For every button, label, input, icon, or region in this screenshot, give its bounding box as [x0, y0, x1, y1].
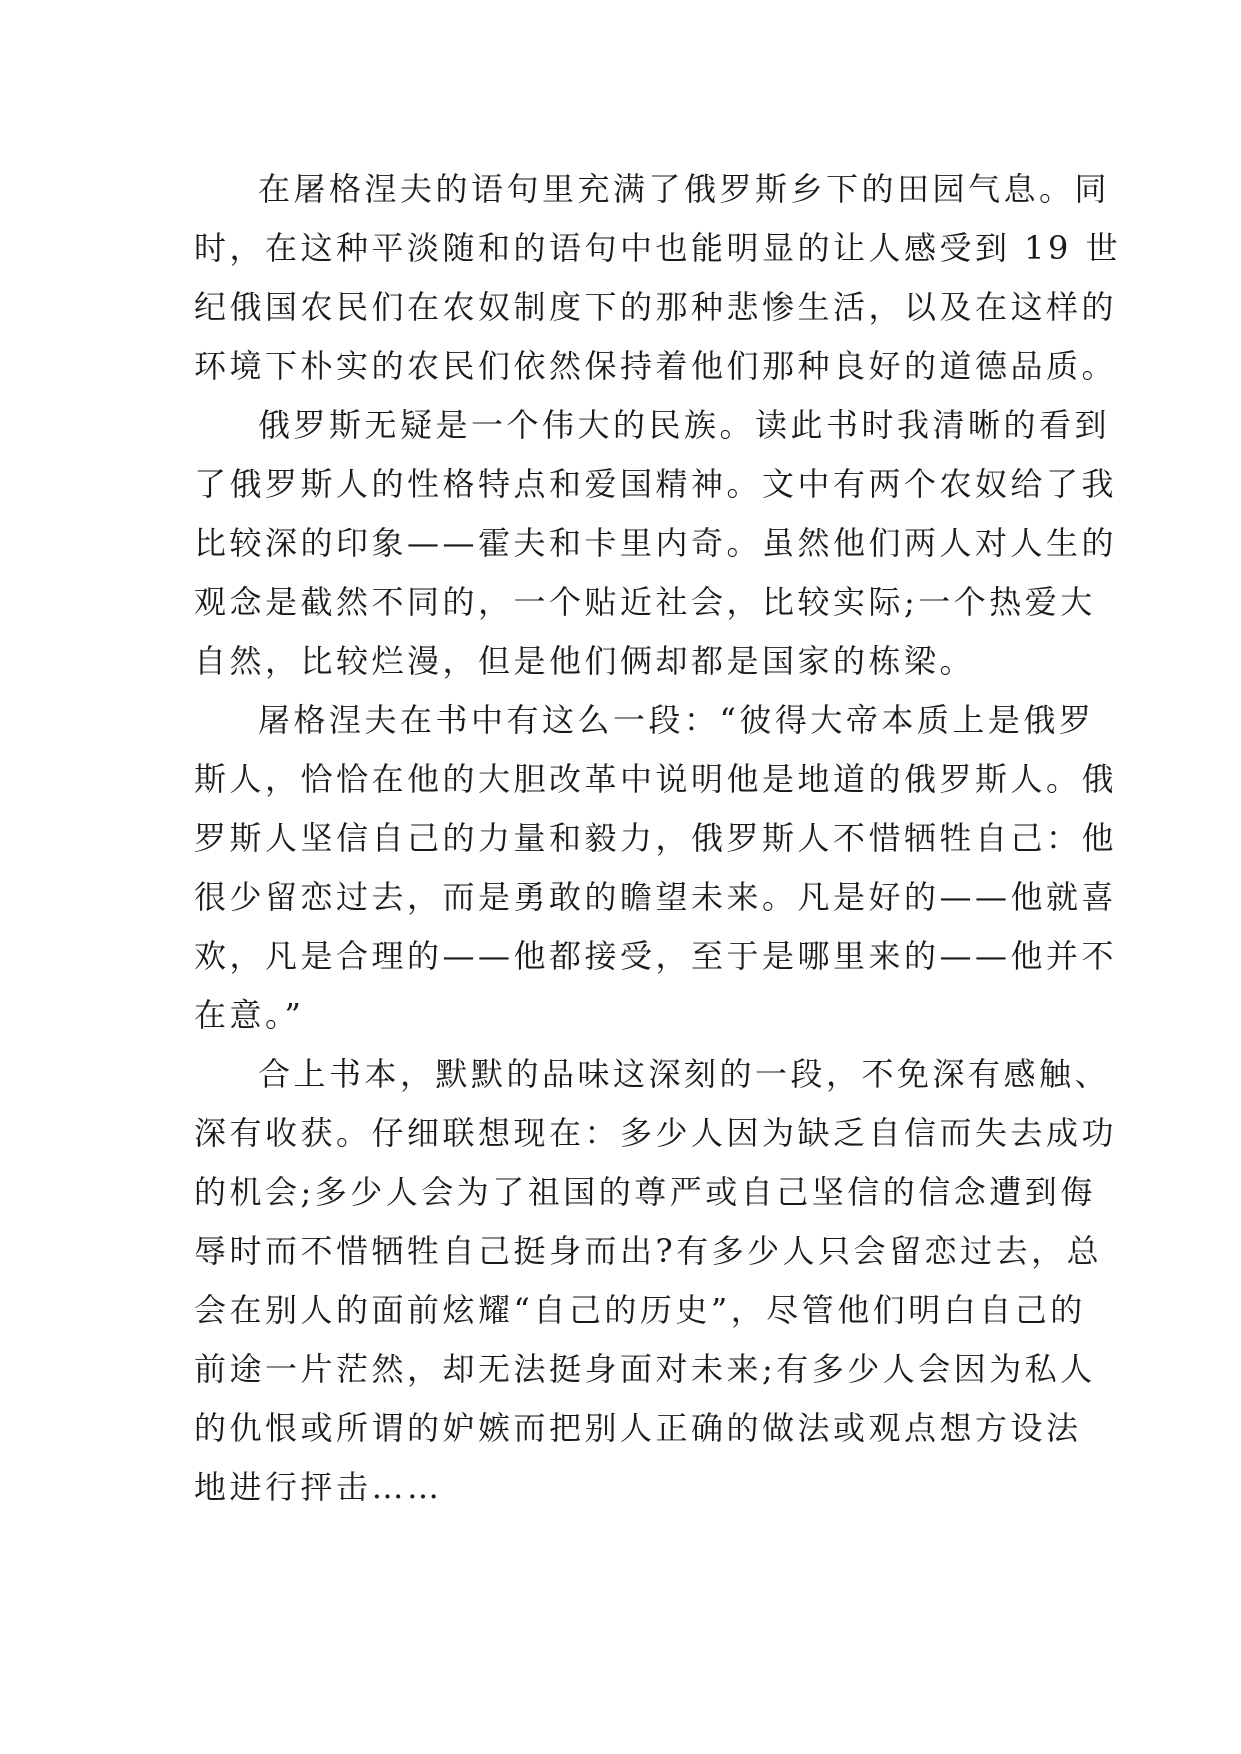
- text-line: 会在别人的面前炫耀“自己的历史”，尽管他们明白自己的: [194, 1291, 1086, 1329]
- paragraph-1: [194, 160, 1122, 396]
- text-line: 的机会;多少人会为了祖国的尊严或自己坚信的信念遭到侮: [194, 1173, 1096, 1211]
- text-line: 地进行抨击……: [194, 1468, 443, 1506]
- paragraph-3: [194, 691, 1118, 1045]
- text-line: 斯人，恰恰在他的大胆改革中说明他是地道的俄罗斯人。俄: [194, 760, 1118, 798]
- text-line: 辱时而不惜牺牲自己挺身而出?有多少人只会留恋过去，总: [194, 1232, 1103, 1270]
- text-line: 了俄罗斯人的性格特点和爱国精神。文中有两个农奴给了我: [194, 465, 1118, 503]
- text-line: 俄罗斯无疑是一个伟大的民族。读此书时我清晰的看到: [258, 406, 1111, 444]
- text-line: 屠格涅夫在书中有这么一段：“彼得大帝本质上是俄罗: [258, 701, 1095, 739]
- text-line: 比较深的印象——霍夫和卡里内奇。虽然他们两人对人生的: [194, 524, 1118, 562]
- paragraph-4: [194, 1045, 1118, 1517]
- text-line: 时，在这种平淡随和的语句中也能明显的让人感受到 19 世: [194, 229, 1122, 267]
- text-line: 自然，比较烂漫，但是他们俩却都是国家的栋梁。: [194, 642, 976, 680]
- text-line: 观念是截然不同的，一个贴近社会，比较实际;一个热爱大: [194, 583, 1096, 621]
- text-line: 合上书本，默默的品味这深刻的一段，不免深有感触、: [258, 1055, 1111, 1093]
- text-line: 前途一片茫然，却无法挺身面对未来;有多少人会因为私人: [194, 1350, 1096, 1388]
- text-line: 在屠格涅夫的语句里充满了俄罗斯乡下的田园气息。同: [258, 170, 1111, 208]
- text-line: 罗斯人坚信自己的力量和毅力，俄罗斯人不惜牺牲自己：他: [194, 819, 1118, 857]
- text-line: 的仇恨或所谓的妒嫉而把别人正确的做法或观点想方设法: [194, 1409, 1082, 1447]
- text-line: 纪俄国农民们在农奴制度下的那种悲惨生活，以及在这样的: [194, 288, 1118, 326]
- text-line: 欢，凡是合理的——他都接受，至于是哪里来的——他并不: [194, 937, 1118, 975]
- paragraph-2: [194, 396, 1118, 691]
- text-line: 很少留恋过去，而是勇敢的瞻望未来。凡是好的——他就喜: [194, 878, 1118, 916]
- essay-body: [194, 160, 1122, 1517]
- text-line: 在意。”: [194, 996, 305, 1034]
- text-line: 深有收获。仔细联想现在：多少人因为缺乏自信而失去成功: [194, 1114, 1118, 1152]
- text-line: 环境下朴实的农民们依然保持着他们那种良好的道德品质。: [194, 347, 1118, 385]
